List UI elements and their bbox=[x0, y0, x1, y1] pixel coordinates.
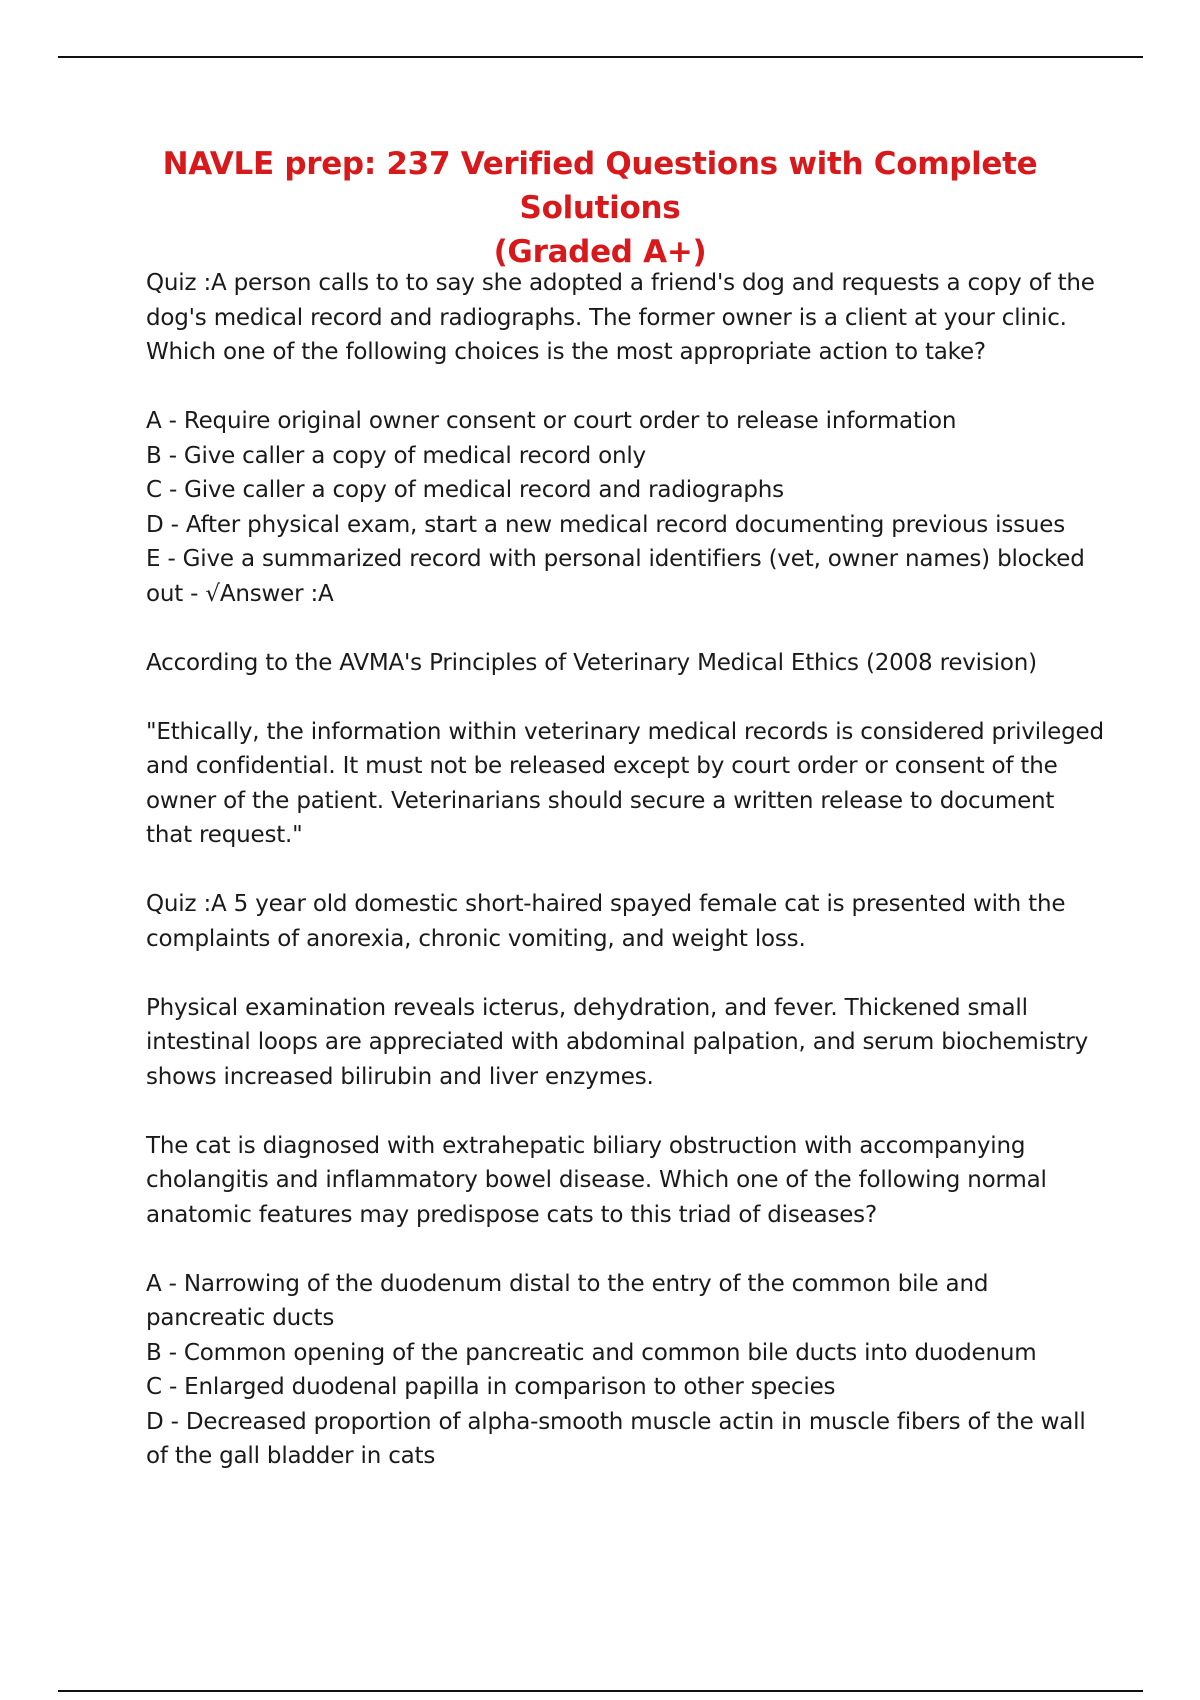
question-1-option-e-answer: E - Give a summarized record with personal identifiers (vet, owner names) blocked out - √Answer :A bbox=[146, 546, 1085, 607]
question-2-exam: Physical examination reveals icterus, dehydration, and fever. Thickened small intestinal loops are appreciated with abdominal palpation, and serum biochemistry shows increased bilirubin and liver enzymes. bbox=[146, 994, 1089, 1090]
question-2-diagnosis: The cat is diagnosed with extrahepatic biliary obstruction with accompanying cholangitis and inflammatory bowel disease. Which one of the following normal anatomic features may predispose cats to this triad of diseases? bbox=[146, 1132, 1047, 1228]
title-line-1: NAVLE prep: 237 Verified Questions with Complete Solutions bbox=[162, 146, 1038, 226]
question-1-prompt: Quiz :A person calls to to say she adopted a friend's dog and requests a copy of the dog's medical record and radiographs. The former owner is a client at your clinic. Which one of the following choices is the most appropriate action to take? bbox=[146, 270, 1095, 365]
document-title bbox=[100, 142, 1100, 274]
question-1-option-a: A - Require original owner consent or court order to release information bbox=[146, 408, 957, 434]
question-1-explanation-quote: "Ethically, the information within veterinary medical records is considered privileged and confidential. It must not be released except by court order or consent of the owner of the patient. Veterinarians should secure a written release to document that request." bbox=[146, 718, 1104, 848]
question-1-option-b: B - Give caller a copy of medical record only bbox=[146, 442, 646, 469]
document-body bbox=[146, 266, 1106, 1474]
question-2-option-b: B - Common opening of the pancreatic and common bile ducts into duodenum bbox=[146, 1339, 1037, 1366]
footer-rule bbox=[58, 1690, 1143, 1692]
question-2-option-a: A - Narrowing of the duodenum distal to the entry of the common bile and pancreatic ducts bbox=[146, 1270, 989, 1331]
question-1-option-c: C - Give caller a copy of medical record and radiographs bbox=[146, 477, 784, 503]
question-2-option-c: C - Enlarged duodenal papilla in comparison to other species bbox=[146, 1374, 836, 1400]
title-line-2: (Graded A+) bbox=[493, 234, 707, 270]
question-2-prompt: Quiz :A 5 year old domestic short-haired spayed female cat is presented with the complaints of anorexia, chronic vomiting, and weight loss. bbox=[146, 891, 1066, 952]
question-1-option-d: D - After physical exam, start a new medical record documenting previous issues bbox=[146, 511, 1065, 538]
question-2-option-d: D - Decreased proportion of alpha-smooth muscle actin in muscle fibers of the wall of the gall bladder in cats bbox=[146, 1408, 1086, 1469]
question-1-explanation-source: According to the AVMA's Principles of Veterinary Medical Ethics (2008 revision) bbox=[146, 649, 1037, 676]
header-rule bbox=[58, 56, 1143, 58]
